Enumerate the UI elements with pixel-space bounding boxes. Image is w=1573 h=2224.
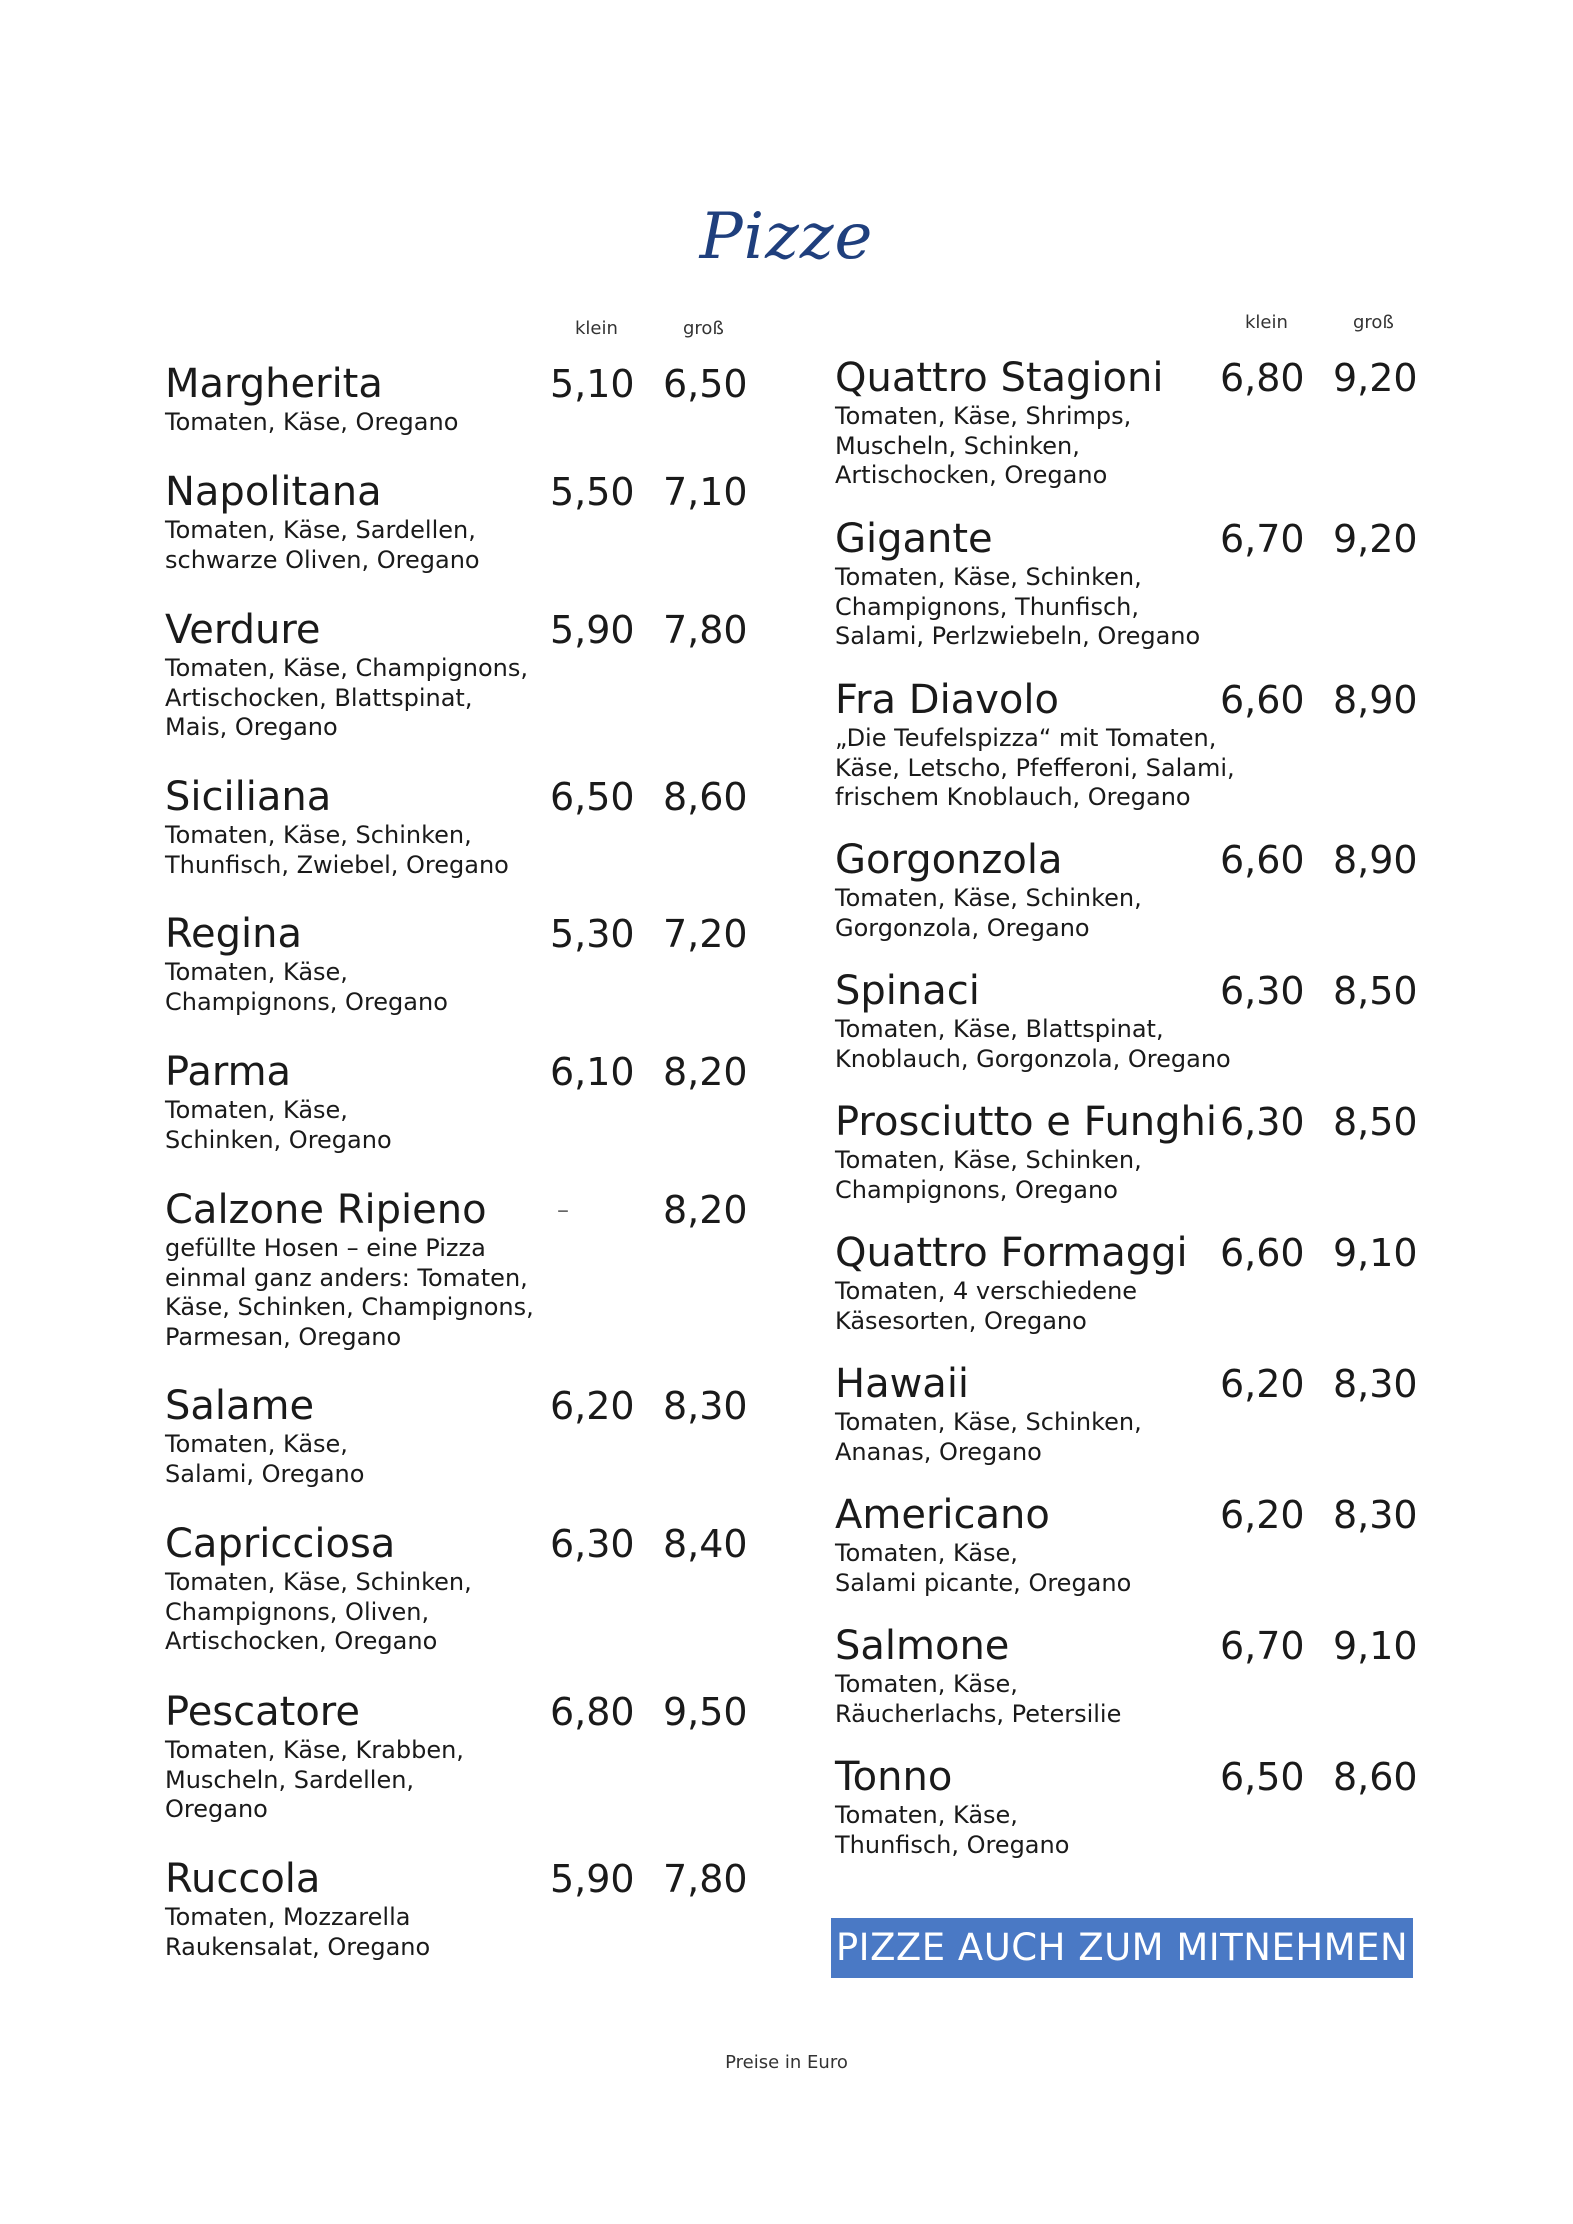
price-large: 7,20: [663, 912, 748, 956]
description-line: gefüllte Hosen – eine Pizza: [165, 1234, 486, 1262]
description-line: Parmesan, Oregano: [165, 1322, 402, 1351]
pizza-name: Tonno: [835, 1754, 953, 1800]
pizza-name: Capricciosa: [165, 1521, 396, 1567]
pizza-description: [165, 1903, 585, 1962]
pizza-description: [835, 1408, 1255, 1467]
price-large: 8,30: [1333, 1493, 1418, 1537]
description-line: Muscheln, Sardellen,: [165, 1765, 415, 1794]
price-small: 6,10: [550, 1050, 635, 1094]
description-line: Käse, Schinken, Champignons,: [165, 1293, 534, 1321]
description-line: Artischocken, Blattspinat,: [165, 683, 473, 712]
description-line: Tomaten, Käse, Schinken,: [835, 563, 1142, 591]
description-line: Tomaten, Käse, Sardellen,: [165, 516, 476, 544]
price-large: 7,80: [663, 1857, 748, 1901]
price-large: 7,80: [663, 608, 748, 652]
pizza-name: Salmone: [835, 1623, 1010, 1669]
description-line: Tomaten, Käse,: [835, 1801, 1018, 1829]
pizza-description: [165, 654, 585, 743]
description-line: Thunfisch, Oregano: [835, 1830, 1070, 1859]
pizza-name: Fra Diavolo: [835, 677, 1059, 723]
price-large: 8,60: [663, 775, 748, 819]
price-large: 8,30: [1333, 1362, 1418, 1406]
price-note: Preise in Euro: [725, 2052, 848, 2073]
pizza-name: Parma: [165, 1049, 292, 1095]
description-line: Tomaten, Käse, Champignons,: [165, 654, 528, 682]
description-line: Artischocken, Oregano: [165, 1627, 438, 1655]
description-line: Tomaten, Käse,: [165, 958, 348, 986]
price-large: 8,40: [663, 1522, 748, 1566]
price-large: 9,20: [1333, 356, 1418, 400]
description-line: Tomaten, Käse, Schinken,: [835, 884, 1142, 912]
description-line: Tomaten, Käse,: [835, 1539, 1018, 1567]
description-line: Tomaten, Käse,: [165, 1430, 348, 1458]
description-line: Tomaten, Käse, Schinken,: [165, 1568, 472, 1596]
description-line: Salami, Oregano: [165, 1459, 365, 1488]
description-line: Champignons, Oliven,: [165, 1597, 430, 1626]
pizza-name: Siciliana: [165, 774, 332, 820]
price-small: 6,80: [550, 1690, 635, 1734]
size-label-large: groß: [1353, 312, 1394, 333]
description-line: schwarze Oliven, Oregano: [165, 545, 480, 574]
pizza-description: [835, 563, 1255, 652]
description-line: Tomaten, Käse, Shrimps,: [835, 402, 1132, 430]
price-large: 9,10: [1333, 1231, 1418, 1275]
pizza-description: [835, 1015, 1255, 1074]
price-large: 8,90: [1333, 838, 1418, 882]
description-line: Käse, Letscho, Pfefferoni, Salami,: [835, 753, 1235, 782]
price-small: 6,30: [1220, 1100, 1305, 1144]
pizza-description: [835, 1801, 1255, 1860]
pizza-description: [165, 821, 585, 880]
description-line: Oregano: [165, 1795, 268, 1823]
pizza-description: [835, 1146, 1255, 1205]
description-line: einmal ganz anders: Tomaten,: [165, 1263, 528, 1292]
pizza-description: [165, 1430, 585, 1489]
description-line: Thunfisch, Zwiebel, Oregano: [165, 850, 509, 879]
description-line: Tomaten, Käse, Schinken,: [165, 821, 472, 849]
price-large: 6,50: [663, 362, 748, 406]
price-small: 5,10: [550, 362, 635, 406]
pizza-name: Americano: [835, 1492, 1050, 1538]
description-line: Salami picante, Oregano: [835, 1568, 1132, 1597]
price-large: 9,20: [1333, 517, 1418, 561]
price-large: 8,50: [1333, 969, 1418, 1013]
pizza-name: Hawaii: [835, 1361, 970, 1407]
price-large: 8,50: [1333, 1100, 1418, 1144]
description-line: Champignons, Oregano: [165, 987, 448, 1016]
page-title: Pizze: [699, 200, 874, 274]
pizza-description: [835, 1539, 1255, 1598]
description-line: Champignons, Thunfisch,: [835, 592, 1140, 621]
price-large: 8,60: [1333, 1755, 1418, 1799]
price-large: 9,10: [1333, 1624, 1418, 1668]
description-line: Raukensalat, Oregano: [165, 1932, 431, 1961]
description-line: Tomaten, Käse,: [835, 1670, 1018, 1698]
price-small: 6,60: [1220, 838, 1305, 882]
pizza-name: Calzone Ripieno: [165, 1187, 487, 1233]
pizza-description: [835, 724, 1255, 813]
description-line: „Die Teufelspizza“ mit Tomaten,: [835, 724, 1217, 752]
description-line: Champignons, Oregano: [835, 1175, 1118, 1204]
size-label-small: klein: [1245, 312, 1288, 333]
pizza-description: [165, 958, 585, 1017]
takeaway-banner: PIZZE AUCH ZUM MITNEHMEN: [831, 1918, 1413, 1978]
description-line: Tomaten, Käse, Blattspinat,: [835, 1015, 1164, 1043]
pizza-description: [835, 1277, 1255, 1336]
description-line: Schinken, Oregano: [165, 1125, 392, 1154]
description-line: Tomaten, Käse, Schinken,: [835, 1146, 1142, 1174]
pizza-description: [835, 884, 1255, 943]
pizza-name: Verdure: [165, 607, 321, 653]
pizza-description: [165, 1096, 585, 1155]
pizza-name: Gigante: [835, 516, 993, 562]
price-small: 5,90: [550, 1857, 635, 1901]
pizza-description: [165, 516, 585, 575]
pizza-description: [835, 1670, 1255, 1729]
price-small: 5,30: [550, 912, 635, 956]
price-small: 5,50: [550, 470, 635, 514]
price-small: 6,70: [1220, 517, 1305, 561]
description-line: Mais, Oregano: [165, 713, 338, 741]
description-line: Tomaten, Käse,: [165, 1096, 348, 1124]
pizza-name: Salame: [165, 1383, 315, 1429]
price-large: 7,10: [663, 470, 748, 514]
description-line: Tomaten, Käse, Krabben,: [165, 1736, 464, 1764]
pizza-name: Gorgonzola: [835, 837, 1063, 883]
pizza-name: Napolitana: [165, 469, 382, 515]
pizza-description: [165, 1736, 585, 1825]
price-large: 8,30: [663, 1384, 748, 1428]
price-small: 6,20: [1220, 1493, 1305, 1537]
pizza-name: Margherita: [165, 361, 383, 407]
price-large: 8,90: [1333, 678, 1418, 722]
description-line: Tomaten, Mozzarella: [165, 1903, 411, 1931]
description-line: Tomaten, 4 verschiedene: [835, 1277, 1138, 1305]
pizza-description: [165, 1234, 585, 1352]
price-small: 6,50: [1220, 1755, 1305, 1799]
price-large: 8,20: [663, 1188, 748, 1232]
price-small: 6,30: [1220, 969, 1305, 1013]
pizza-description: [165, 1568, 585, 1657]
price-small: 6,60: [1220, 1231, 1305, 1275]
description-line: Tomaten, Käse, Schinken,: [835, 1408, 1142, 1436]
pizza-name: Quattro Formaggi: [835, 1230, 1188, 1276]
size-label-small: klein: [575, 318, 618, 339]
price-large: 9,50: [663, 1690, 748, 1734]
price-small: 6,70: [1220, 1624, 1305, 1668]
pizza-name: Spinaci: [835, 968, 980, 1014]
description-line: Knoblauch, Gorgonzola, Oregano: [835, 1044, 1231, 1073]
description-line: Artischocken, Oregano: [835, 461, 1108, 489]
price-small: 6,20: [550, 1384, 635, 1428]
price-small: 6,30: [550, 1522, 635, 1566]
pizza-description: [835, 402, 1255, 491]
price-small: 5,90: [550, 608, 635, 652]
description-line: Räucherlachs, Petersilie: [835, 1699, 1122, 1728]
description-line: Tomaten, Käse, Oregano: [165, 408, 459, 436]
price-small: 6,60: [1220, 678, 1305, 722]
description-line: Ananas, Oregano: [835, 1437, 1042, 1466]
description-line: Salami, Perlzwiebeln, Oregano: [835, 622, 1201, 650]
pizza-name: Ruccola: [165, 1856, 321, 1902]
pizza-name: Regina: [165, 911, 302, 957]
price-large: 8,20: [663, 1050, 748, 1094]
description-line: frischem Knoblauch, Oregano: [835, 783, 1191, 811]
pizza-name: Quattro Stagioni: [835, 355, 1164, 401]
size-label-large: groß: [683, 318, 724, 339]
description-line: Muscheln, Schinken,: [835, 431, 1080, 460]
price-small: 6,80: [1220, 356, 1305, 400]
price-small: –: [557, 1196, 569, 1224]
pizza-name: Pescatore: [165, 1689, 360, 1735]
price-small: 6,50: [550, 775, 635, 819]
price-small: 6,20: [1220, 1362, 1305, 1406]
pizza-description: [165, 408, 585, 438]
description-line: Gorgonzola, Oregano: [835, 913, 1090, 942]
description-line: Käsesorten, Oregano: [835, 1306, 1087, 1335]
pizza-name: Prosciutto e Funghi: [835, 1099, 1218, 1145]
